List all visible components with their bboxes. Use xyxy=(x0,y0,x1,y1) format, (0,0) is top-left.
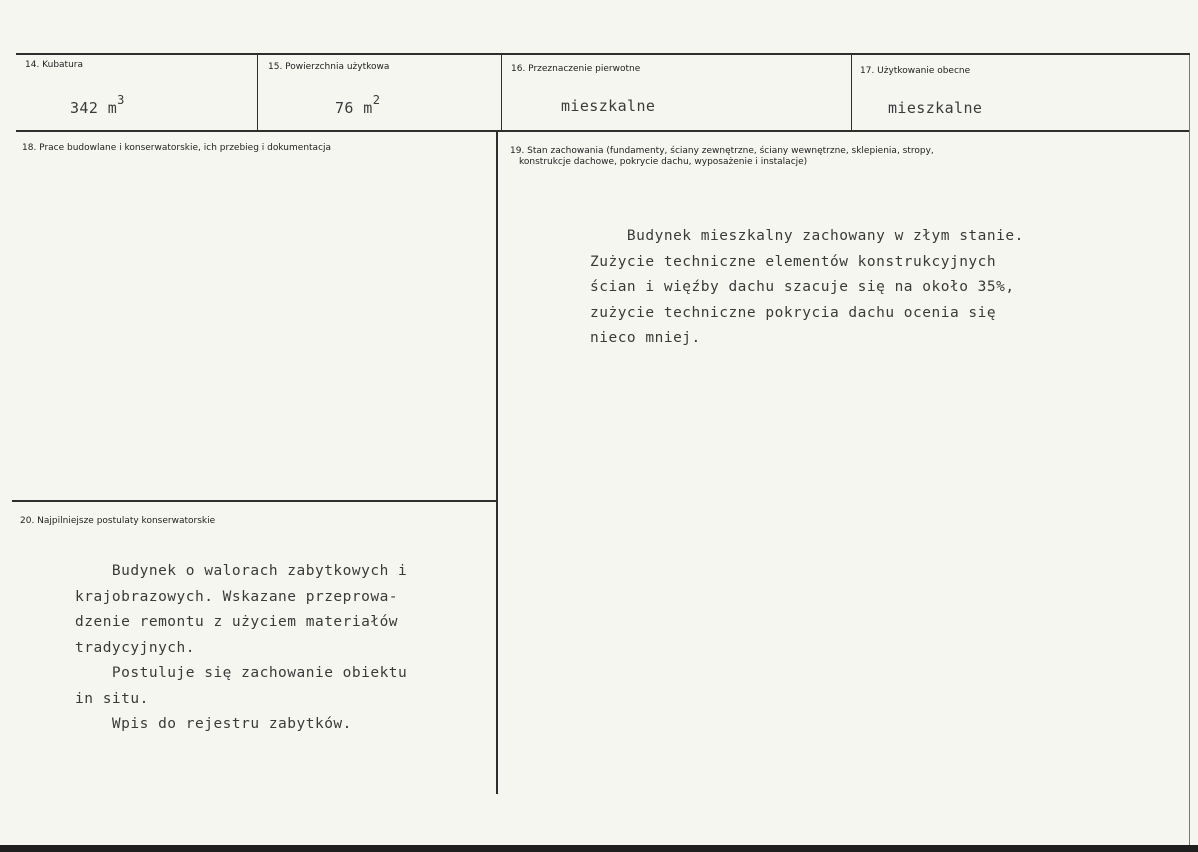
text-line: Zużycie techniczne elementów konstrukcyjnych xyxy=(590,253,997,270)
label-prace-budowlane: 18. Prace budowlane i konserwatorskie, ich przebieg i dokumentacja xyxy=(22,143,332,153)
label-stan-zachowania-1: 19. Stan zachowania (fundamenty, ściany zewnętrzne, ściany wewnętrzne, sklepienia, stropy, xyxy=(510,146,934,156)
text-line: zużycie techniczne pokrycia dachu ocenia się xyxy=(590,304,997,321)
top-rule xyxy=(16,53,1190,55)
col-divider-16-17 xyxy=(851,55,852,130)
col-divider-15-16 xyxy=(501,55,502,130)
right-edge-rule xyxy=(1189,55,1190,845)
value-uzytkowanie: mieszkalne xyxy=(888,99,983,117)
main-col-divider xyxy=(496,132,498,794)
label-powierzchnia: 15. Powierzchnia użytkowa xyxy=(268,62,390,72)
text-line: Budynek o walorach zabytkowych i xyxy=(75,563,408,579)
text-line: dzenie remontu z użyciem materiałów xyxy=(75,614,399,630)
text-line: Budynek mieszkalny zachowany w złym stanie. xyxy=(590,228,1024,244)
label-przeznaczenie: 16. Przeznaczenie pierwotne xyxy=(511,64,641,74)
text-postulaty xyxy=(75,559,407,738)
row-divider xyxy=(16,130,1190,132)
text-line: Wpis do rejestru zabytków. xyxy=(75,716,352,732)
value-powierzchnia-exponent: 2 xyxy=(372,93,381,107)
value-przeznaczenie: mieszkalne xyxy=(561,97,656,115)
text-line: in situ. xyxy=(75,690,149,707)
value-powierzchnia xyxy=(335,93,380,117)
label-postulaty: 20. Najpilniejsze postulaty konserwatorskie xyxy=(20,516,216,526)
value-powierzchnia-text: 76 m xyxy=(335,99,373,117)
text-stan-zachowania xyxy=(590,224,1024,352)
text-line: krajobrazowych. Wskazane przeprowa- xyxy=(75,588,399,605)
text-line: nieco mniej. xyxy=(590,330,701,346)
label-kubatura: 14. Kubatura xyxy=(25,60,84,70)
col-divider-14-15 xyxy=(257,55,258,130)
text-line: ścian i więźby dachu szacuje się na około 35%, xyxy=(590,279,1015,295)
label-uzytkowanie: 17. Użytkowanie obecne xyxy=(860,66,971,76)
card-bottom-edge xyxy=(0,845,1198,852)
value-kubatura xyxy=(70,93,125,117)
text-line: tradycyjnych. xyxy=(75,639,195,656)
value-kubatura-exponent: 3 xyxy=(117,93,125,107)
text-line: Postuluje się zachowanie obiektu xyxy=(75,665,408,681)
section-18-20-divider xyxy=(12,500,496,502)
label-stan-zachowania-2: konstrukcje dachowe, pokrycie dachu, wyposażenie i instalacje) xyxy=(519,157,808,167)
value-kubatura-text: 342 m xyxy=(70,99,118,117)
